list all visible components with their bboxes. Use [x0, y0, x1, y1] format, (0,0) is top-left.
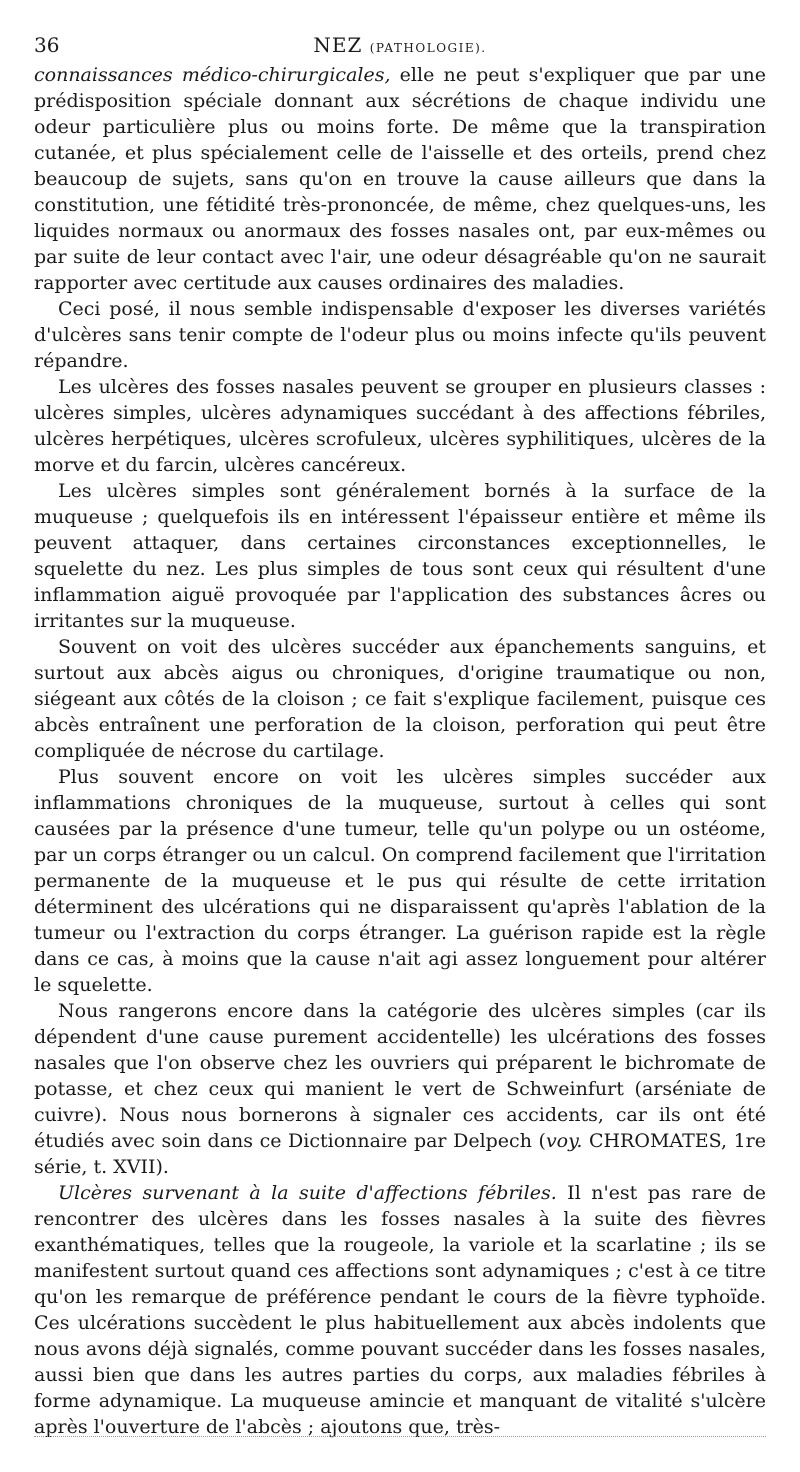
paragraph-8 [34, 1180, 766, 1440]
paragraph-7-ref-text: CHROMATES, 1re série, t. XVII). [34, 1130, 766, 1178]
paragraph-8-text: Il n'est pas rare de rencontrer des ulcères dans les fosses nasales à la suite des fièvres exanthématiques, telles que la rougeole, la variole et la scarlatine ; ils se manifestent surtout quand ces affections sont adynamiques ; c'est à ce titre qu'on les remarque de préférence pendant le cours de la fièvre typhoïde. Ces ulcérations succèdent le plus habituellement aux abcès indolents que nous avons déjà signalés, comme pouvant succéder dans les fosses nasales, aussi bien que dans les autres parties du corps, aux maladies fébriles à forme adynamique. La muqueuse amincie et manquant de vitalité s'ulcère après l'ouverture de l'abcès ; ajoutons que, très- [34, 1182, 766, 1438]
document-page [34, 28, 766, 1440]
body-text [34, 62, 766, 1440]
paragraph-2: Ceci posé, il nous semble indispensable d'exposer les diverses variétés d'ulcères sans tenir compte de l'odeur plus ou moins infecte qu'ils peuvent répandre. [34, 298, 766, 372]
paragraph-6: Plus souvent encore on voit les ulcères simples succéder aux inflammations chroniques de la muqueuse, surtout à celles qui sont causées par la présence d'une tumeur, telle qu'un polype ou un ostéome, par un corps étranger ou un calcul. On comprend facilement que l'irritation permanente de la muqueuse et le pus qui résulte de cette irritation déterminent des ulcérations qui ne disparaissent qu'après l'ablation de la tumeur ou l'extraction du corps étranger. La guérison rapide est la règle dans ce cas, à moins que la cause n'ait agi assez longuement pour altérer le squelette. [34, 766, 766, 996]
paragraph-7-text: Nous rangerons encore dans la catégorie des ulcères simples (car ils dépendent d'une cause purement accidentelle) les ulcérations des fosses nasales que l'on observe chez les ouvriers qui préparent le bichromate de potasse, et chez ceux qui manient le vert de Schweinfurt (arséniate de cuivre). Nous nous bornerons à signaler ces accidents, car ils ont été étudiés avec soin dans ce Dictionnaire par Delpech ( [34, 1000, 766, 1152]
running-title-sub: (PATHOLOGIE). [369, 41, 487, 55]
page-number: 36 [34, 33, 60, 57]
paragraph-4: Les ulcères simples sont généralement bornés à la surface de la muqueuse ; quelquefois ils en intéressent l'épaisseur entière et même ils peuvent attaquer, dans certaines circonstances exceptionnelles, le squelette du nez. Les plus simples de tous sont ceux qui résultent d'une inflammation aiguë provoquée par l'application des substances âcres ou irritantes sur la muqueuse. [34, 480, 766, 632]
paragraph-7 [34, 998, 766, 1180]
paragraph-5: Souvent on voit des ulcères succéder aux épanchements sanguins, et surtout aux abcès aigus ou chroniques, d'origine traumatique ou non, siégeant aux côtés de la cloison ; ce fait s'explique facilement, puisque ces abcès entraînent une perforation de la cloison, perforation qui peut être compliquée de nécrose du cartilage. [34, 636, 766, 762]
paragraph-8-italic-lead: Ulcères survenant à la suite d'affections fébriles. [58, 1182, 557, 1204]
running-title-main: NEZ [313, 33, 363, 57]
paragraph-1-italic-lead: connaissances médico-chirurgicales, [34, 64, 391, 86]
paragraph-3: Les ulcères des fosses nasales peuvent se grouper en plusieurs classes : ulcères simples, ulcères adynamiques succédant à des affections fébriles, ulcères herpétiques, ulcères scrofuleux, ulcères syphilitiques, ulcères de la morve et du farcin, ulcères cancéreux. [34, 376, 766, 476]
running-title [34, 28, 766, 65]
paragraph-1-text: elle ne peut s'expliquer que par une prédisposition spéciale donnant aux sécrétions de chaque individu une odeur particulière plus ou moins forte. De même que la transpiration cutanée, et plus spécialement celle de l'aisselle et des orteils, prend chez beaucoup de sujets, sans qu'on en trouve la cause ailleurs que dans la constitution, une fétidité très-prononcée, de même, chez quelques-uns, les liquides normaux ou anormaux des fosses nasales ont, par eux-mêmes ou par suite de leur contact avec l'air, une odeur désagréable qu'on ne saurait rapporter avec certitude aux causes ordinaires des maladies. [34, 64, 767, 294]
running-head [34, 28, 766, 62]
footer-rule [34, 1436, 766, 1437]
paragraph-7-ref-italic: voy. [545, 1130, 583, 1152]
paragraph-1 [34, 62, 766, 296]
